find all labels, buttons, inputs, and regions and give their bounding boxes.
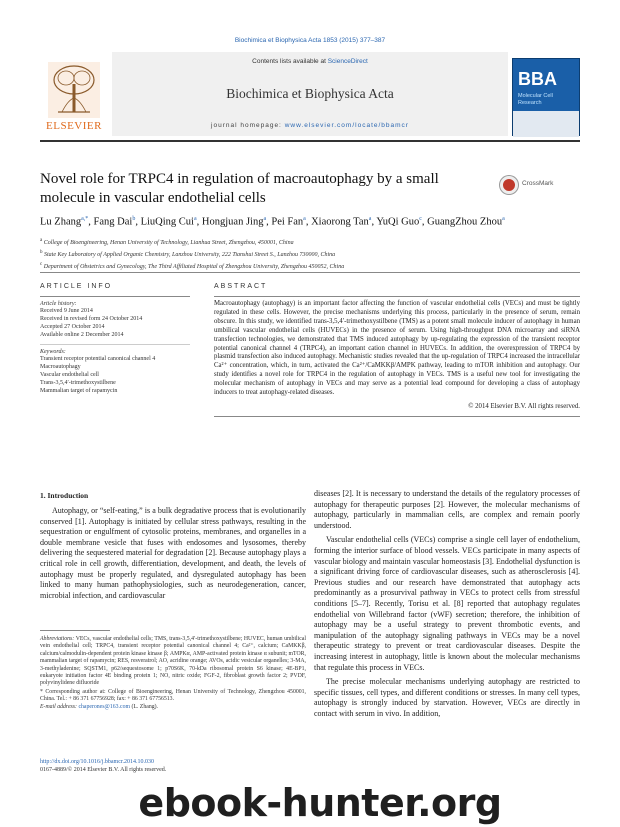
paper-title: Novel role for TRPC4 in regulation of macroautophagy by a small molecule in vascular endothelial cells — [40, 171, 439, 206]
footnote-rule — [40, 630, 110, 631]
affiliation-rule — [40, 272, 580, 273]
author-list: Lu Zhang$^{a,*}$, Fang Dai$^b$, LiuQing Cui$^a$, Hongjuan Jing$^a$, Pei Fan$^a$, Xiaorong Tan$^a$, YuQi Guo$^c$, GuangZhou Zhou$^a$ — [40, 216, 505, 228]
email-line: E-mail address: chaperones@163.com (L. Zhang). — [40, 703, 158, 710]
sciencedirect-link[interactable]: ScienceDirect — [327, 58, 368, 65]
doi-link[interactable]: http://dx.doi.org/10.1016/j.bbamcr.2014.10.030 — [40, 759, 155, 765]
issn-line: 0167-4889/© 2014 Elsevier B.V. All rights reserved. — [40, 767, 167, 773]
history-label: Article history: — [40, 301, 77, 307]
author-name: LiuQing Cui — [140, 216, 194, 228]
author-affil-mark[interactable]: a — [263, 216, 267, 222]
keywords-rule — [40, 344, 190, 345]
author-affil-mark[interactable]: a — [303, 216, 306, 222]
history-entry: Accepted 27 October 2014 — [40, 324, 105, 330]
copyright: © 2014 Elsevier B.V. All rights reserved. — [468, 402, 580, 410]
cover-subtitle: Molecular Cell Research — [518, 93, 553, 106]
author-name: Pei Fan — [271, 216, 304, 228]
masthead-center — [112, 52, 508, 136]
crossmark-badge[interactable] — [500, 176, 580, 194]
corresponding-author: * Corresponding author at: College of Bioengineering, Henan University of Technology, Zhengzhou 450001, China. Tel.: + 86 371 67756928; fax: + 86 371 67756513. — [40, 688, 306, 703]
abstract-rule — [214, 296, 580, 297]
keyword: Macroautophagy — [40, 364, 81, 370]
homepage-link[interactable]: www.elsevier.com/locate/bbamcr — [284, 122, 409, 129]
article-info — [40, 283, 190, 395]
abstract — [214, 283, 580, 417]
author-affil-mark[interactable]: c — [419, 216, 422, 222]
author-name: Fang Dai — [93, 216, 133, 228]
elsevier-logo — [40, 62, 108, 132]
affiliation-list — [40, 236, 600, 272]
crossmark-icon — [500, 176, 518, 194]
keyword: Vascular endothelial cell — [40, 372, 99, 378]
journal-cover — [512, 58, 580, 136]
author-name: Lu Zhang — [40, 216, 82, 228]
elsevier-tree-icon — [48, 62, 100, 118]
author-name: YuQi Guo — [376, 216, 420, 228]
affiliation: $^a$ College of Bioengineering, Henan University of Technology, Lianhua Street, Zhengzhou, 450001, China — [40, 238, 294, 246]
left-column — [40, 506, 306, 605]
article-info-rule — [40, 296, 190, 297]
abbreviations: Abbreviations: VECs, vascular endothelial cells; TMS, trans-3,5,4′-trimethoxystilbene; HUVEC, human umbilical vein endothelial cell; TRPC4, transient receptor potential canonical channel 4; Ca²⁺, calcium; CaMKKβ, calcium/calmodulin-dependent protein kinase kinase β; AMPKα, AMP-activated protein kinase α subunit; mTOR, mammalian target of rapamycin; RES, resveratrol; AO, acridine orange; AVOs, acidic vesicular organelles; 3-MA, 3-methyladenine; SQSTM1, p62/sequestosome 1; p70S6K, 70-kDa ribosomal protein S6 kinase; 4E-BP1, eukaryote initiation factor 4E binding protein 1; NO, nitric oxide; FGF-2, fibroblast growth factor 2; PVDF, polyvinylidene difluoride — [40, 636, 306, 687]
keywords-label: Keywords: — [40, 349, 66, 355]
homepage-line — [112, 122, 508, 129]
abstract-bottom-rule — [214, 416, 580, 417]
masthead-rule — [40, 140, 580, 142]
paragraph: diseases [2]. It is necessary to understand the details of the regulatory processes of autophagy for therapeutic purposes [2]. However, the molecular mechanisms of autophagy, particularly in mammalian cells, are complex and remain poorly understood. — [314, 489, 580, 530]
author-name: GuangZhou Zhou — [427, 216, 503, 228]
homepage-prefix: journal homepage: — [211, 122, 282, 129]
watermark: ebook-hunter.org — [138, 781, 502, 825]
abstract-heading: ABSTRACT — [214, 283, 268, 290]
section-heading: 1. Introduction — [40, 491, 89, 500]
abstract-text: Macroautophagy (autophagy) is an important factor affecting the function of vascular endothelial cells (VECs) and must be tightly regulated in these cells. However, the precise mechanisms underlying this process, particularly in the presence of serum, remain obscure. In this study, we identified trans-3,5,4′-trimethoxystilbene (TMS) as a potent small molecule inducer of autophagy in human umbilical vascular endothelial cells (HUVECs) in the presence of serum. Using high-throughput DNA microarray and siRNA transfection technologies, we demonstrated that TMS induced autophagy by up-regulating the expression of the transient receptor potential canonical channel 4 (TRPC4), an important cation channel in HUVECs. In addition, the overexpression of TRPC4 by plasmid transfection also induced autophagy. Mechanistic studies revealed that the up-regulation of TRPC4 increased the intracellular Ca²⁺ concentration, which, in turn, activated the Ca²⁺/CaMKKβ/AMPK pathway, leading to mTOR inhibition and autophagy. Our study identifies a novel role for TRPC4 in the regulation of autophagy in VECs. TMS is a useful new tool for investigating the molecular mechanism of autophagy in VECs and may serve as a potential lead compound for developing a class of autophagy inducers to treat autophagy-related diseases. — [214, 300, 580, 397]
doi-block — [40, 758, 166, 774]
paragraph: The precise molecular mechanisms underlying autophagy are restricted to specific tissues, cell types, and different conditions or stresses. In many cell types, autophagy is strongly induced by starvation. However, VECs are directly in contact with serum in vivo. In addition, — [314, 677, 580, 718]
article-info-heading: ARTICLE INFO — [40, 283, 113, 290]
author-name: Hongjuan Jing — [201, 216, 264, 228]
publisher-name: ELSEVIER — [46, 120, 102, 132]
affiliation: $^c$ Department of Obstetrics and Gynecology, The Third Affiliated Hospital of Zhengzhou University, Zhengzhou 450052, China — [40, 262, 345, 270]
paragraph: Vascular endothelial cells (VECs) comprise a single cell layer of endothelium, forming the interior surface of blood vessels. VECs participate in many aspects of vascular biology and maintain vascular homeostasis [3]. Endothelial dysfunction is a significant driving force of cardiovascular diseases, such as atherosclerosis [4]. Previous studies and our research have demonstrated that autophagy acts predominantly as a prosurvival pathway in VECs to protect cells from stressful conditions [5–7]. Recently, Torisu et al. [8] reported that autophagy regulates endothelial von Willebrand factor (vWF) secretion; therefore, the inhibition of autophagy may be a useful strategy to prevent thrombotic events, and manipulation of the autophagy signaling pathways in VECs may be a novel therapeutic strategy to prevent or treat cardiovascular diseases. Despite the increasing interest in autophagy, little is known about the molecular mechanisms that regulate this process in VECs. — [314, 535, 580, 672]
email-link[interactable]: chaperones@163.com — [78, 703, 130, 710]
history-entry: Available online 2 December 2014 — [40, 332, 124, 338]
history-entry: Received in revised form 24 October 2014 — [40, 316, 143, 322]
cover-title: BBA — [518, 69, 557, 89]
author-affil-mark[interactable]: a — [502, 216, 505, 222]
author-affil-mark[interactable]: a — [193, 216, 197, 222]
history-entry: Received 9 June 2014 — [40, 308, 93, 314]
author-name: Xiaorong Tan — [311, 216, 369, 228]
cover-band — [513, 111, 579, 137]
journal-citation[interactable]: Biochimica et Biophysica Acta 1853 (2015) 377–387 — [234, 37, 386, 44]
keyword: Transient receptor potential canonical channel 4 — [40, 356, 156, 362]
right-column — [314, 489, 580, 723]
affiliation: $^b$ State Key Laboratory of Applied Organic Chemistry, Lanzhou University, 222 Tianshui Street S., Lanzhou 730000, China — [40, 250, 336, 258]
keyword: Trans-3,5,4′-trimethoxystilbene — [40, 380, 116, 386]
paragraph: Autophagy, or “self-eating,” is a bulk degradative process that is evolutionarily conserved [1]. Autophagy is initiated by cellular stress pathways, resulting in the sequestration or engulfment of cytosolic proteins, membranes, and organelles in a double membrane vesicle that fuses with endosomes and lysosomes, thereby delivering the sequestered material for degradation [2]. Because autophagy plays a critical role in cell growth, differentiation, development, and death, the levels of autophagy must be properly regulated, and dysregulated autophagy has been linked to many human pathophysiologies, such as neurodegeneration, cancer, microbial infection, and cardiovascular — [40, 506, 306, 600]
footnotes — [40, 636, 306, 711]
author-affil-mark[interactable]: a,* — [81, 216, 89, 222]
contents-line — [112, 58, 508, 65]
journal-title: Biochimica et Biophysica Acta — [226, 86, 394, 101]
keyword: Mammalian target of rapamycin — [40, 388, 118, 394]
contents-prefix: Contents lists available at — [252, 58, 326, 65]
author-affil-mark[interactable]: a — [368, 216, 372, 222]
crossmark-label: CrossMark — [522, 180, 554, 187]
author-affil-mark[interactable]: b — [132, 216, 136, 222]
journal-masthead — [40, 52, 580, 136]
